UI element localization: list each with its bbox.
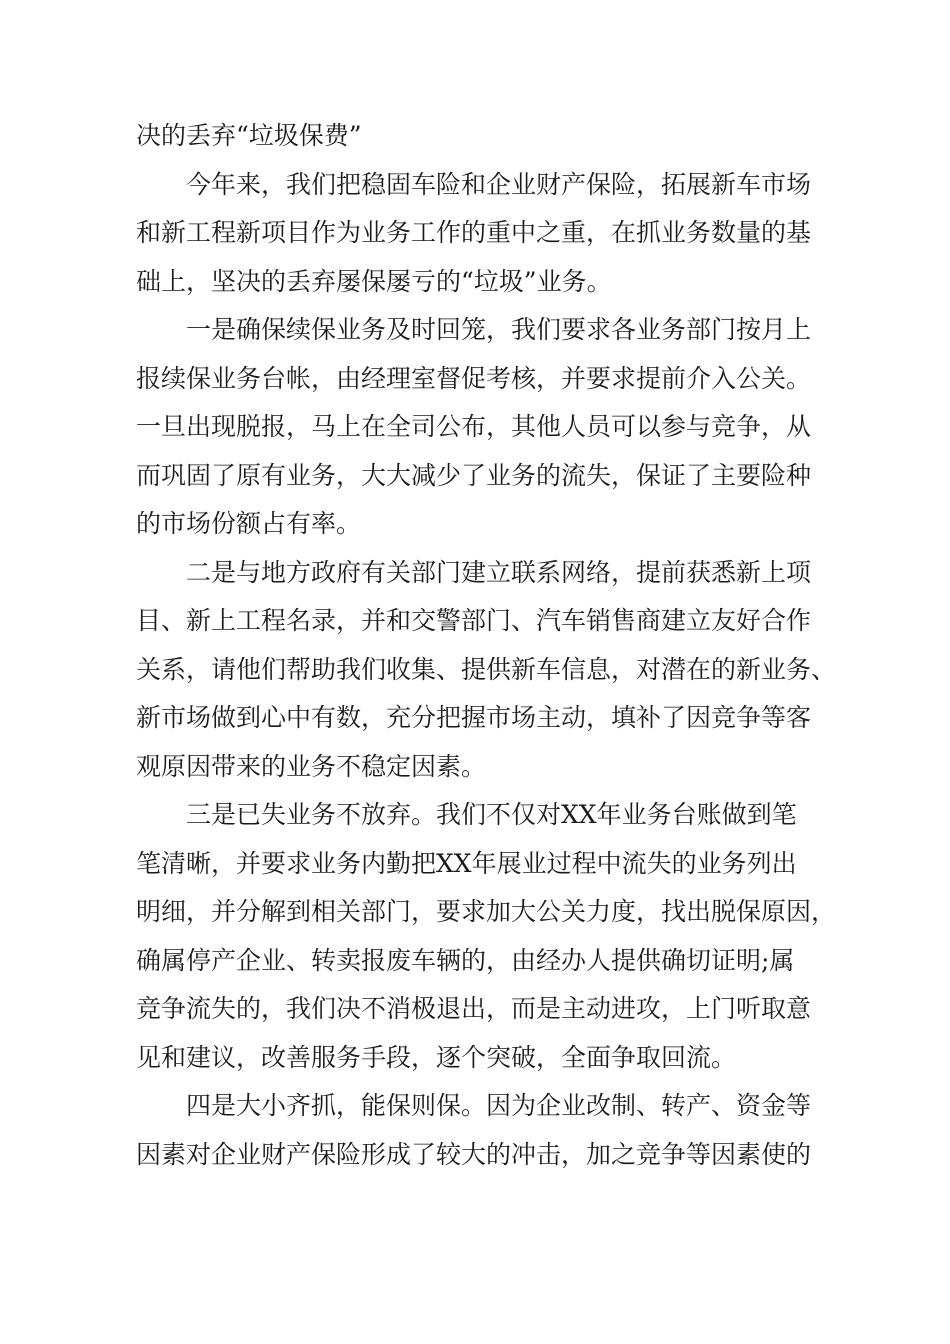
text-line: 确属停产企业、转卖报废车辆的，由经办人提供确切证明;属 — [136, 945, 795, 975]
text-line: 笔清晰，并要求业务内勤把XX年展业过程中流失的业务列出 — [136, 848, 797, 878]
paragraph-first-line: 一是确保续保业务及时回笼，我们要求各业务部门按月上 — [186, 315, 812, 344]
text-line: 一旦出现脱报，马上在全司公布，其他人员可以参与竞争，从 — [136, 412, 812, 441]
text-line: 目、新上工程名录，并和交警部门、汽车销售商建立友好合作 — [136, 606, 812, 635]
text-line: 而巩固了原有业务，大大减少了业务的流失，保证了主要险种 — [136, 460, 812, 490]
text-line: 关系，请他们帮助我们收集、提供新车信息，对潜在的新业务、 — [136, 654, 837, 684]
document-body — [136, 112, 836, 1179]
paragraph-first-line: 二是与地方政府有关部门建立联系网络，提前获悉新上项 — [186, 557, 812, 587]
text-line: 报续保业务台帐，由经理室督促考核，并要求提前介入公关。 — [136, 363, 812, 393]
text-line: 新市场做到心中有数，充分把握市场主动，填补了因竞争等客 — [136, 703, 812, 732]
text-line: 的市场份额占有率。 — [136, 509, 362, 538]
paragraph-first-line: 今年来，我们把稳固车险和企业财产保险，拓展新车市场 — [186, 169, 812, 199]
paragraph-first-line: 三是已失业务不放弃。我们不仅对XX年业务台账做到笔 — [186, 800, 797, 829]
text-line: 观原因带来的业务不稳定因素。 — [136, 751, 487, 781]
text-line: 见和建议，改善服务手段，逐个突破，全面争取回流。 — [136, 1042, 737, 1072]
text-line: 因素对企业财产保险形成了较大的冲击，加之竞争等因素使的 — [136, 1139, 812, 1169]
text-line: 础上，坚决的丢弃屡保屡亏的“垃圾”业务。 — [136, 266, 612, 296]
text-line: 和新工程新项目作为业务工作的重中之重，在抓业务数量的基 — [136, 218, 812, 247]
text-line: 明细，并分解到相关部门，要求加大公关力度，找出脱保原因， — [136, 897, 837, 926]
text-line: 竞争流失的，我们决不消极退出，而是主动进攻，上门听取意 — [136, 994, 812, 1023]
text-line: 决的丢弃“垃圾保费” — [136, 121, 362, 150]
paragraph-first-line: 四是大小齐抓，能保则保。因为企业改制、转产、资金等 — [186, 1091, 812, 1120]
